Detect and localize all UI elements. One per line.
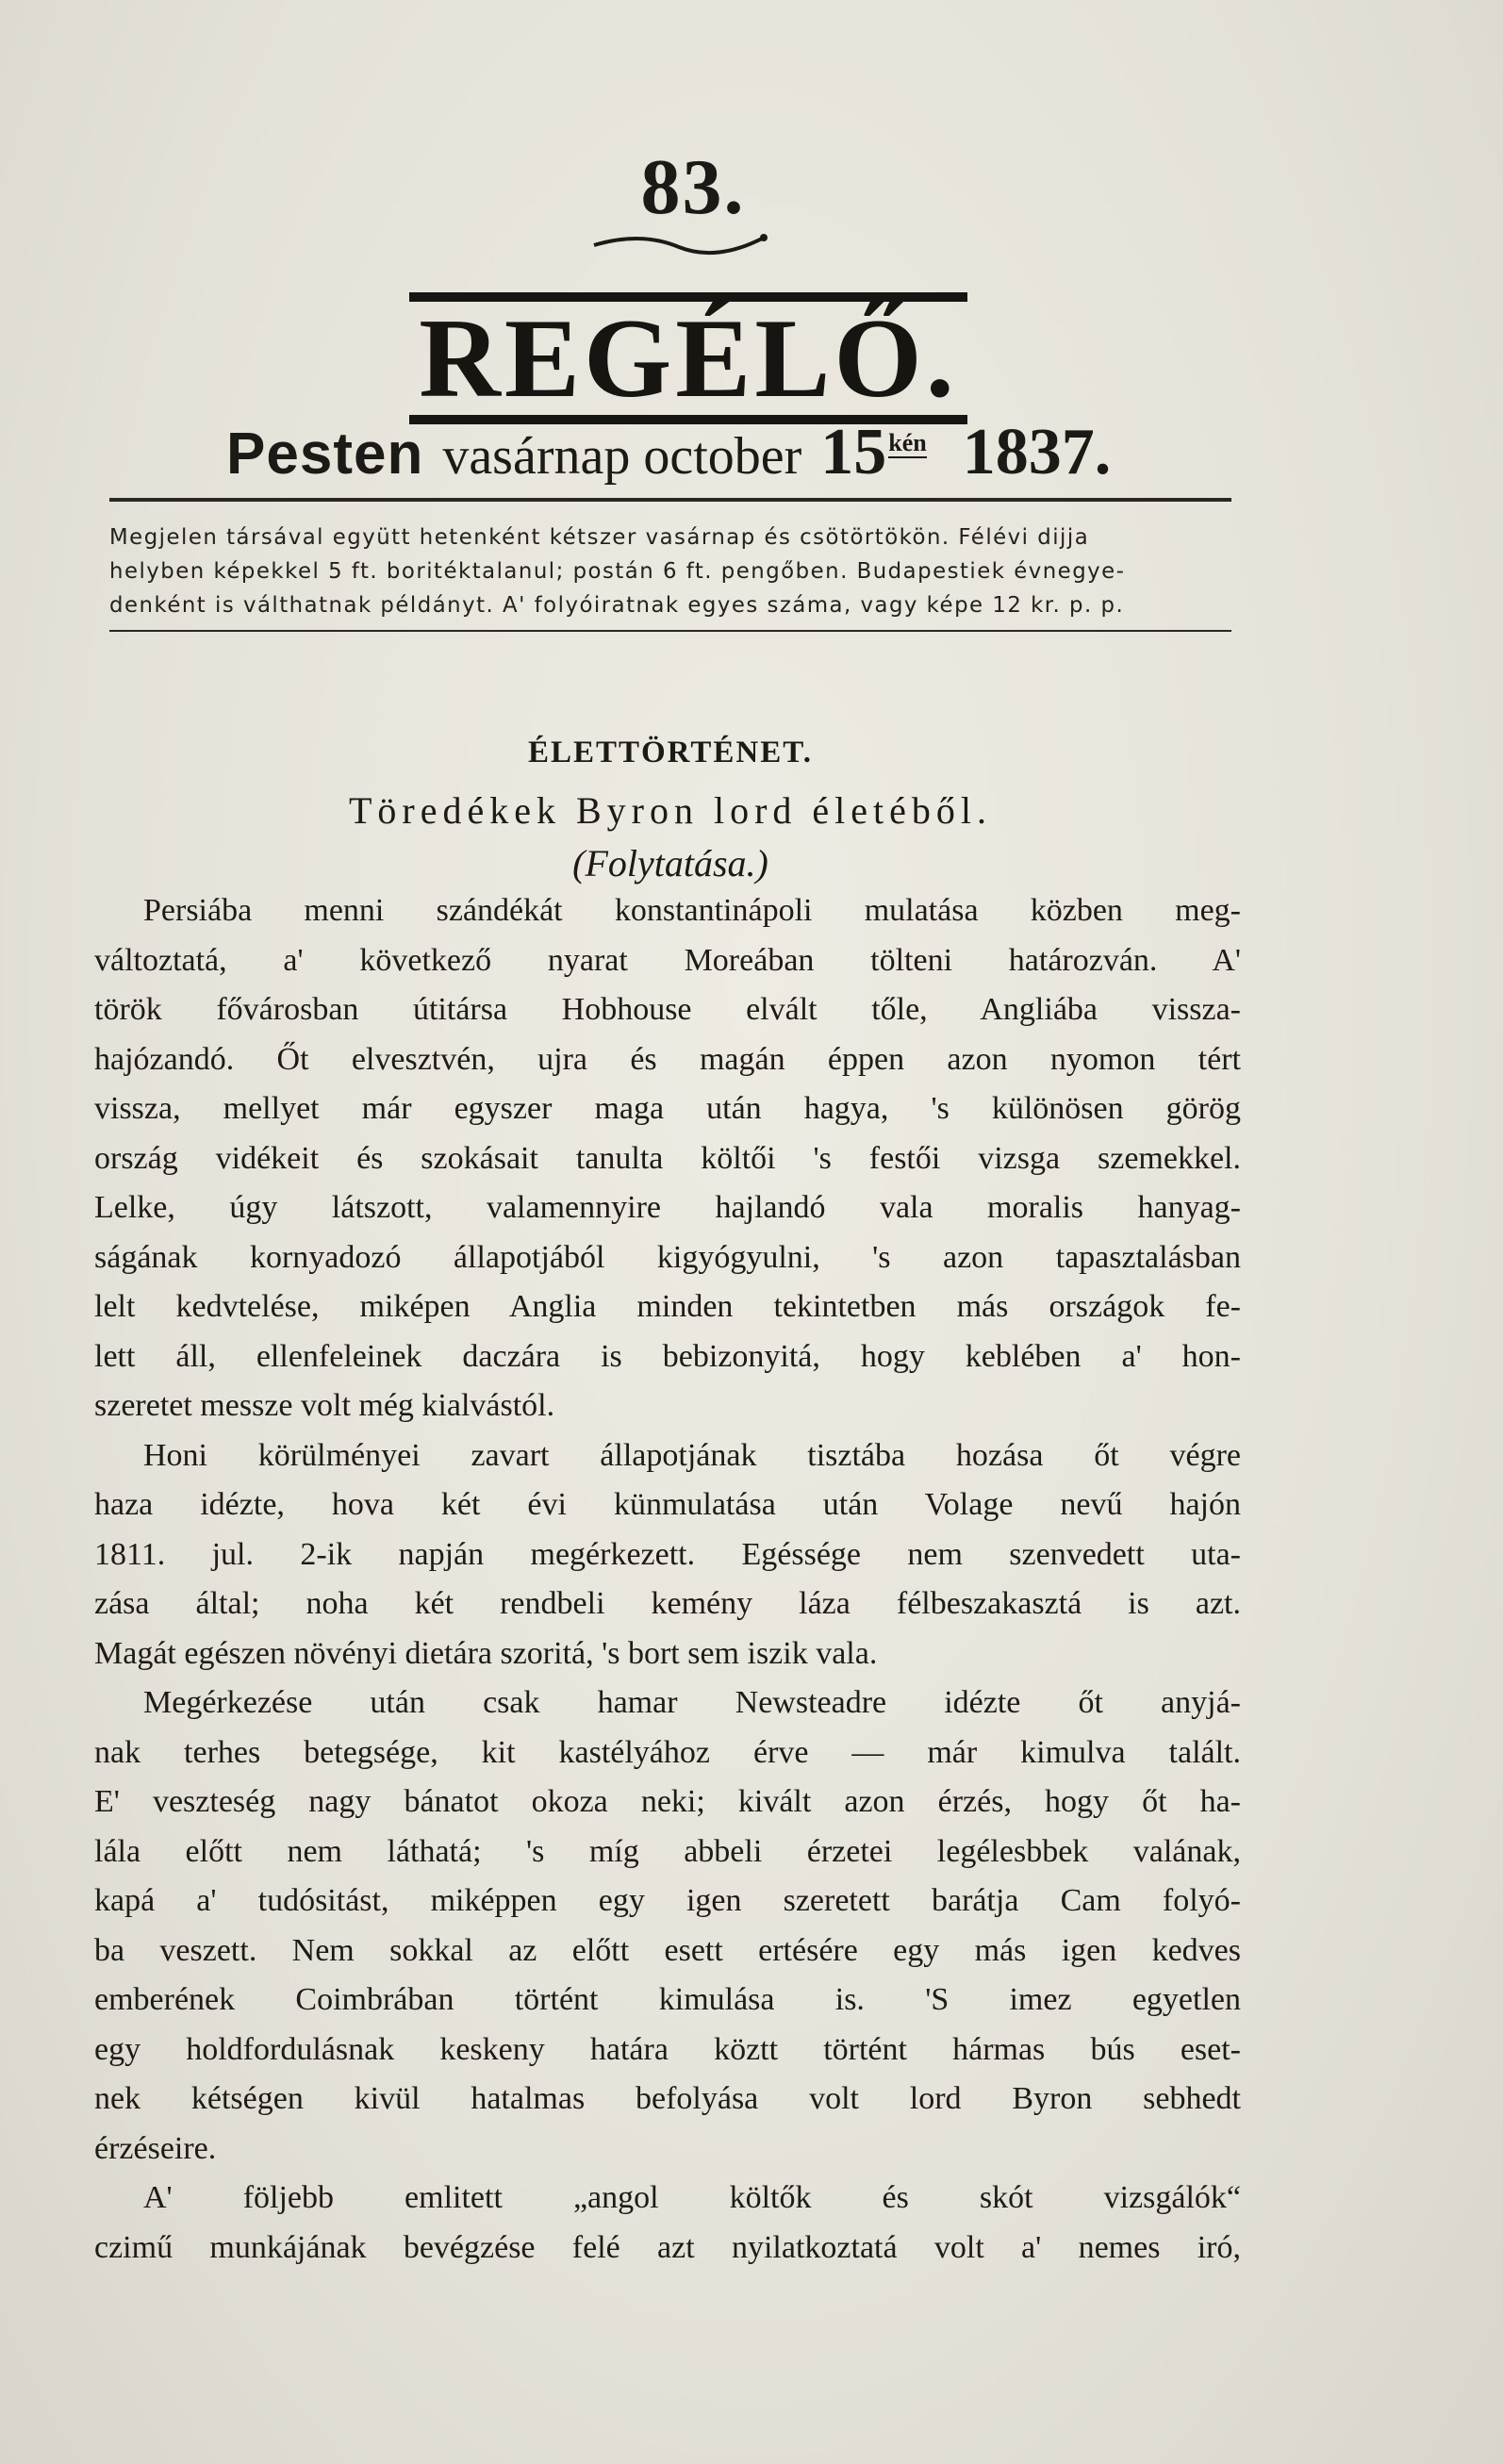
text-line: Honi körülményei zavart állapotjának tisztába hozása őt végre bbox=[143, 1437, 1241, 1473]
subscription-notice bbox=[109, 521, 1231, 622]
dateline-day-suffix: kén bbox=[888, 428, 927, 456]
paragraph bbox=[94, 2174, 1241, 2273]
notice-line: helyben képekkel 5 ft. boritéktalanul; postán 6 ft. pengőben. Budapestiek évnegye- bbox=[109, 559, 1126, 584]
text-line: lelt kedvtelése, miképen Anglia minden tekintetben más országok fe- bbox=[94, 1289, 1241, 1324]
text-line: A' följebb emlitett „angol költők és skót vizsgálók“ bbox=[143, 2180, 1241, 2215]
issue-number: 83. bbox=[640, 143, 746, 231]
notice-line: denként is válthatnak példányt. A' folyóiratnak egyes száma, vagy képe 12 kr. p. p. bbox=[109, 593, 1125, 618]
text-line: lett áll, ellenfeleinek daczára is bebizonyitá, hogy keblében a' hon- bbox=[94, 1338, 1241, 1374]
text-line: ba veszett. Nem sokkal az előtt esett ertésére egy más igen kedves bbox=[94, 1932, 1241, 1968]
text-line: Persiába menni szándékát konstantinápoli mulatása közben meg- bbox=[143, 893, 1241, 928]
text-line: változtatá, a' következő nyarat Moreában tölteni határozván. A' bbox=[94, 942, 1241, 978]
text-line: 1811. jul. 2-ik napján megérkezett. Egéssége nem szenvedett uta- bbox=[94, 1536, 1241, 1572]
masthead bbox=[396, 292, 981, 421]
text-line: Lelke, úgy látszott, valamennyire hajlandó vala moralis hanyag- bbox=[94, 1190, 1241, 1225]
notice-line: Megjelen társával együtt hetenként kétszer vasárnap és csötörtökön. Félévi dijja bbox=[109, 525, 1090, 550]
text-line: zása által; noha két rendbeli kemény láza félbeszakasztá is azt. bbox=[94, 1586, 1241, 1621]
dateline-city: Pesten bbox=[226, 422, 424, 487]
text-line: kapá a' tudósitást, miképpen egy igen szeretett barátja Cam folyó- bbox=[94, 1883, 1241, 1918]
article-subtitle: Töredékek Byron lord életéből. bbox=[348, 789, 993, 832]
article-continued: (Folytatása.) bbox=[572, 842, 768, 885]
notice-rule bbox=[109, 630, 1231, 632]
paragraph bbox=[94, 886, 1241, 1431]
text-line: egy holdfordulásnak keskeny határa köztt történt hármas bús eset- bbox=[94, 2031, 1241, 2067]
text-line: haza idézte, hova két évi künmulatása után Volage nevű hajón bbox=[94, 1487, 1241, 1522]
text-line: török fővárosban útitársa Hobhouse elvált tőle, Angliába vissza- bbox=[94, 992, 1241, 1027]
text-line: E' veszteség nagy bánatot okoza neki; kivált azon érzés, hogy őt ha- bbox=[94, 1784, 1241, 1819]
dateline-year: 1837. bbox=[962, 416, 1112, 488]
dateline bbox=[226, 415, 1226, 490]
header-rule bbox=[109, 498, 1231, 502]
text-line: hajózandó. Őt elvesztvén, ujra és magán éppen azon nyomon tért bbox=[94, 1041, 1241, 1077]
text-line: szeretet messze volt még kialvástól. bbox=[94, 1388, 555, 1423]
dateline-weekday-month: vasárnap october bbox=[442, 427, 802, 486]
masthead-title: REGÉLŐ. bbox=[409, 292, 966, 424]
text-line: nak terhes betegsége, kit kastélyához érve — már kimulva talált. bbox=[94, 1734, 1241, 1770]
text-line: vissza, mellyet már egyszer maga után hagya, 's különösen görög bbox=[94, 1091, 1241, 1126]
paragraph bbox=[94, 1678, 1241, 2174]
text-line: nek kétségen kivül hatalmas befolyása volt lord Byron sebhedt bbox=[94, 2081, 1241, 2116]
dateline-day-number: 15 bbox=[820, 416, 887, 488]
article-body bbox=[94, 886, 1241, 2273]
text-line: Magát egészen növényi dietára szoritá, 's bort sem iszik vala. bbox=[94, 1635, 878, 1671]
paragraph bbox=[94, 1431, 1241, 1679]
article-kicker: ÉLETTÖRTÉNET. bbox=[527, 736, 814, 769]
text-line: czimű munkájának bevégzése felé azt nyilatkoztatá volt a' nemes iró, bbox=[94, 2229, 1241, 2265]
flourish-ornament bbox=[585, 226, 773, 264]
text-line: ságának kornyadozó állapotjából kigyógyulni, 's azon tapasztalásban bbox=[94, 1239, 1241, 1275]
text-line: érzéseire. bbox=[94, 2130, 217, 2166]
text-line: ország vidékeit és szokásait tanulta költői 's festői vizsga szemekkel. bbox=[94, 1140, 1241, 1176]
text-line: emberének Coimbrában történt kimulása is. 'S imez egyetlen bbox=[94, 1982, 1241, 2017]
text-line: Megérkezése után csak hamar Newsteadre idézte őt anyjá- bbox=[143, 1685, 1241, 1720]
text-line: lála előtt nem láthatá; 's míg abbeli érzetei legélesbbek valának, bbox=[94, 1833, 1241, 1869]
dateline-day bbox=[820, 415, 926, 490]
